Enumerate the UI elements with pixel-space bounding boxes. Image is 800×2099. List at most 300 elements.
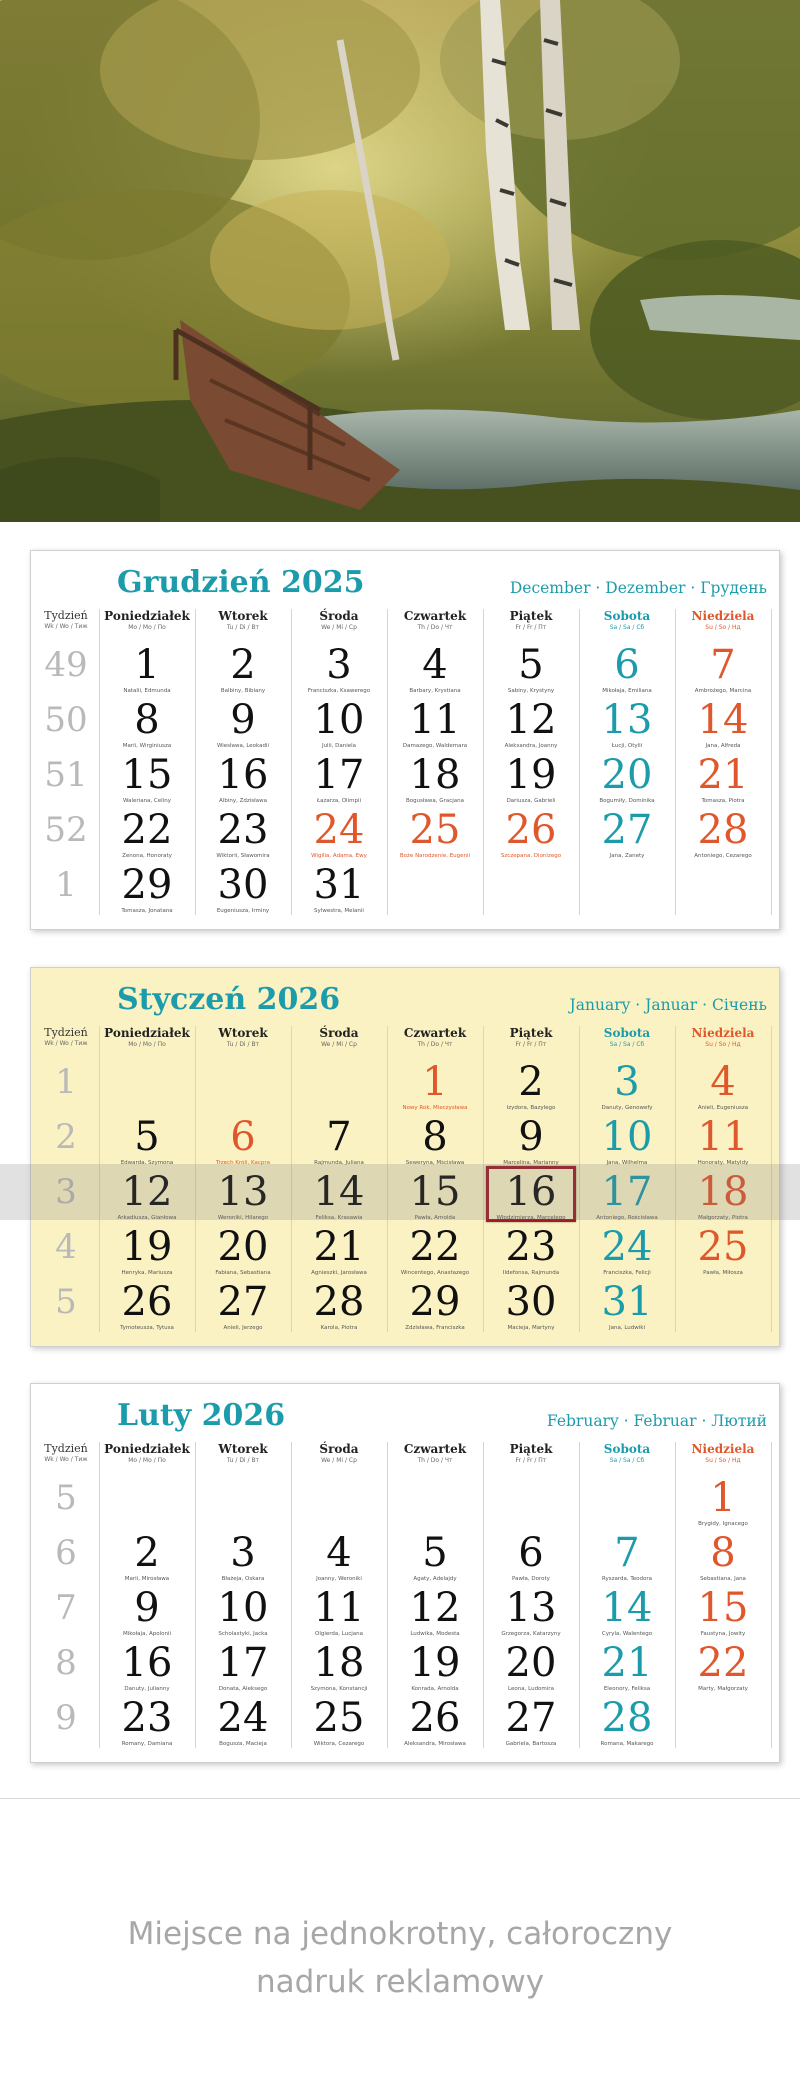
day-cell[interactable]	[387, 753, 483, 809]
day-cell[interactable]	[291, 643, 387, 699]
day-number: 17	[601, 1169, 653, 1215]
day-header-name: Wtorek	[218, 1026, 268, 1040]
day-cell[interactable]	[291, 1115, 387, 1171]
day-cell[interactable]	[195, 1115, 291, 1171]
nameday-text: Jana, Żanety	[609, 853, 645, 859]
nameday-text: Marty, Małgorzaty	[698, 1686, 748, 1692]
day-cell[interactable]	[291, 1531, 387, 1587]
day-header-abbr: Th / Do / Чт	[417, 1457, 453, 1464]
nameday-text: Barbary, Krystiana	[409, 688, 461, 694]
day-number: 13	[505, 1585, 557, 1631]
day-header-abbr: Sa / Sa / Сб	[609, 1457, 645, 1464]
day-cell[interactable]	[99, 1696, 195, 1752]
nameday-text: Honoraty, Matyldy	[697, 1160, 749, 1166]
day-header-name: Środa	[319, 1442, 359, 1456]
nameday-text: Walerianа, Celiny	[123, 798, 171, 804]
day-cell[interactable]	[675, 698, 771, 754]
day-header-name: Środa	[319, 609, 359, 623]
nameday-text: Karola, Piotra	[320, 1325, 358, 1331]
day-cell[interactable]	[99, 1280, 195, 1336]
day-header-4	[387, 1442, 483, 1464]
day-number: 28	[601, 1695, 653, 1741]
day-cell[interactable]	[99, 1225, 195, 1281]
nameday-text: Natalii, Edmunda	[123, 688, 171, 694]
day-cell[interactable]	[99, 698, 195, 754]
day-cell[interactable]	[675, 1476, 771, 1532]
nameday-text: Wiktora, Cezarego	[313, 1741, 365, 1747]
day-cell[interactable]	[483, 1225, 579, 1281]
nameday-text: Ambrożego, Marcina	[694, 688, 752, 694]
nameday-text: Scholastyki, Jacka	[218, 1631, 268, 1637]
nameday-text: Balbiny, Bibiany	[220, 688, 266, 694]
day-cell[interactable]	[291, 808, 387, 864]
week-number: 50	[44, 700, 88, 740]
day-number: 4	[710, 1059, 736, 1105]
day-cell[interactable]	[291, 753, 387, 809]
day-number: 24	[313, 807, 365, 853]
day-number: 23	[505, 1224, 557, 1270]
week-number: 2	[55, 1117, 77, 1157]
nameday-text: Mikołaja, Emiliana	[602, 688, 652, 694]
day-number: 4	[422, 642, 448, 688]
day-header-abbr: Mo / Mo / По	[128, 624, 166, 631]
day-header-6	[579, 609, 675, 631]
nameday-text: Pawła, Doroty	[512, 1576, 550, 1582]
nameday-text: Bogumiły, Dominika	[599, 798, 655, 804]
day-number: 11	[697, 1114, 749, 1160]
nameday-text: Wincentego, Anastazego	[400, 1270, 470, 1276]
day-header-2	[195, 1026, 291, 1048]
day-cell[interactable]	[579, 643, 675, 699]
day-cell[interactable]	[483, 1586, 579, 1642]
week-header-abbr: Wk / Wo / Тиж	[44, 1456, 88, 1463]
day-header-abbr: Su / So / Нд	[705, 1457, 741, 1464]
day-number: 18	[409, 752, 461, 798]
day-header-5	[483, 1026, 579, 1048]
nameday-text: Grzegorza, Katarzyny	[501, 1631, 561, 1637]
day-number: 20	[505, 1640, 557, 1686]
nameday-text: Rajmunda, Juliana	[314, 1160, 364, 1166]
day-header-abbr: Th / Do / Чт	[417, 1041, 453, 1048]
day-header-4	[387, 609, 483, 631]
day-cell[interactable]	[675, 643, 771, 699]
day-cell[interactable]	[579, 698, 675, 754]
nameday-text: Ludwika, Modesta	[410, 1631, 460, 1637]
day-cell[interactable]	[195, 1225, 291, 1281]
week-header-label: Tydzień	[44, 1026, 88, 1039]
day-header-4	[387, 1026, 483, 1048]
nameday-text: Donata, Aleksego	[218, 1686, 268, 1692]
day-number: 9	[230, 697, 256, 743]
day-cell[interactable]	[483, 1060, 579, 1116]
day-cell[interactable]	[99, 1170, 195, 1226]
nameday-text: Marii, Wirginiusza	[122, 743, 172, 749]
day-header-abbr: Fr / Fr / Пт	[515, 1041, 547, 1048]
day-number: 16	[217, 752, 269, 798]
month-title: Styczeń 2026	[117, 982, 341, 1017]
day-number: 17	[313, 752, 365, 798]
week-number: 5	[55, 1282, 77, 1322]
day-number: 27	[601, 807, 653, 853]
day-cell[interactable]	[579, 1170, 675, 1226]
day-cell[interactable]	[195, 698, 291, 754]
day-number: 8	[134, 697, 160, 743]
day-number: 18	[697, 1169, 749, 1215]
day-number: 19	[121, 1224, 173, 1270]
day-cell[interactable]	[483, 1641, 579, 1697]
nameday-text: Jana, Wilhelma	[606, 1160, 648, 1166]
day-cell[interactable]	[675, 1225, 771, 1281]
day-number: 3	[326, 642, 352, 688]
day-number: 12	[505, 697, 557, 743]
day-cell[interactable]	[291, 1280, 387, 1336]
day-header-name: Sobota	[603, 1026, 651, 1040]
day-cell[interactable]	[291, 698, 387, 754]
day-cell[interactable]	[99, 1641, 195, 1697]
day-header-name: Czwartek	[403, 609, 467, 623]
nameday-text: Boże Narodzenie, Eugenii	[399, 853, 471, 859]
day-header-abbr: Tu / Di / Вт	[226, 1041, 260, 1048]
day-cell[interactable]	[579, 1225, 675, 1281]
nameday-text: Agaty, Adelajdy	[413, 1576, 457, 1582]
week-number: 52	[44, 810, 88, 850]
week-number: 7	[55, 1588, 77, 1628]
day-number: 14	[697, 697, 749, 743]
month-december-2025	[30, 550, 780, 930]
nameday-text: Tomasza, Piotra	[701, 798, 745, 804]
day-cell[interactable]	[483, 643, 579, 699]
day-number: 25	[313, 1695, 365, 1741]
day-number: 10	[601, 1114, 653, 1160]
day-number: 8	[422, 1114, 448, 1160]
day-header-name: Poniedziałek	[104, 609, 190, 623]
nameday-text: Bogusława, Gracjana	[406, 798, 464, 804]
day-cell[interactable]	[195, 1586, 291, 1642]
day-cell[interactable]	[387, 1115, 483, 1171]
day-cell[interactable]	[387, 808, 483, 864]
day-cell[interactable]	[483, 808, 579, 864]
day-header-1	[99, 1026, 195, 1048]
day-cell[interactable]	[579, 1531, 675, 1587]
month-february-2026	[30, 1383, 780, 1763]
day-number: 16	[505, 1169, 557, 1215]
day-cell[interactable]	[579, 808, 675, 864]
day-cell[interactable]	[195, 753, 291, 809]
day-number: 25	[697, 1224, 749, 1270]
day-cell[interactable]	[99, 643, 195, 699]
nameday-text: Gabriela, Bartosza	[505, 1741, 557, 1747]
day-number: 5	[134, 1114, 160, 1160]
day-cell[interactable]	[579, 1115, 675, 1171]
week-number: 51	[44, 755, 88, 795]
day-number: 2	[230, 642, 256, 688]
nameday-text: Trzech Króli, Kacpra	[215, 1160, 271, 1166]
week-number: 6	[55, 1533, 77, 1573]
day-number: 19	[505, 752, 557, 798]
nameday-text: Antoniego, Cezarego	[694, 853, 752, 859]
day-cell[interactable]	[291, 1170, 387, 1226]
nameday-text: Włodzimierza, Marcelego	[496, 1215, 566, 1221]
day-number: 13	[217, 1169, 269, 1215]
nameday-text: Wiktorii, Sławomira	[216, 853, 270, 859]
day-number: 7	[614, 1530, 640, 1576]
day-header-name: Wtorek	[218, 1442, 268, 1456]
day-number: 6	[518, 1530, 544, 1576]
day-number: 11	[313, 1585, 365, 1631]
day-cell[interactable]	[99, 1531, 195, 1587]
nameday-text: Edwarda, Szymona	[120, 1160, 174, 1166]
day-header-3	[291, 609, 387, 631]
week-number: 8	[55, 1643, 77, 1683]
day-header-name: Niedziela	[691, 1026, 755, 1040]
nameday-text: Szczepana, Dionizego	[500, 853, 562, 859]
nameday-text: Sylwestra, Melanii	[314, 908, 364, 914]
nameday-text: Łucji, Otylii	[611, 743, 643, 749]
column-separator	[771, 1026, 772, 1332]
day-header-abbr: Sa / Sa / Сб	[609, 624, 645, 631]
day-header-name: Sobota	[603, 609, 651, 623]
day-number: 21	[313, 1224, 365, 1270]
day-number: 17	[217, 1640, 269, 1686]
day-number: 31	[313, 862, 365, 908]
day-cell[interactable]	[291, 1225, 387, 1281]
nameday-text: Seweryna, Mścisława	[405, 1160, 465, 1166]
day-cell[interactable]	[99, 1586, 195, 1642]
day-cell[interactable]	[99, 808, 195, 864]
day-number: 15	[697, 1585, 749, 1631]
nameday-text: Tomasza, Jonatana	[121, 908, 173, 914]
day-number: 21	[601, 1640, 653, 1686]
day-header-name: Sobota	[603, 1442, 651, 1456]
nameday-text: Pawła, Arnolda	[414, 1215, 456, 1221]
day-number: 13	[601, 697, 653, 743]
day-number: 10	[217, 1585, 269, 1631]
day-header-1	[99, 609, 195, 631]
nameday-text: Zenona, Honoraty	[122, 853, 172, 859]
day-number: 27	[217, 1279, 269, 1325]
day-cell[interactable]	[387, 698, 483, 754]
advertising-space-text	[0, 1910, 800, 2006]
painting-svg	[0, 0, 800, 522]
day-cell[interactable]	[99, 753, 195, 809]
day-header-name: Poniedziałek	[104, 1442, 190, 1456]
day-header-6	[579, 1026, 675, 1048]
nameday-text: Łazarza, Olimpii	[316, 798, 362, 804]
landscape-painting	[0, 0, 800, 522]
current-day-marker	[486, 1166, 576, 1222]
day-cell[interactable]	[675, 1531, 771, 1587]
day-cell[interactable]	[675, 1170, 771, 1226]
day-cell[interactable]	[483, 753, 579, 809]
day-number: 8	[710, 1530, 736, 1576]
day-cell[interactable]	[579, 1060, 675, 1116]
nameday-text: Ryszarda, Teodora	[601, 1576, 653, 1582]
nameday-text: Julii, Daniela	[321, 743, 357, 749]
day-number: 26	[505, 807, 557, 853]
day-number: 16	[121, 1640, 173, 1686]
day-header-abbr: Sa / Sa / Сб	[609, 1041, 645, 1048]
day-number: 23	[121, 1695, 173, 1741]
day-cell[interactable]	[195, 1280, 291, 1336]
nameday-text: Franciszka, Ksawerego	[307, 688, 371, 694]
day-number: 15	[409, 1169, 461, 1215]
day-number: 28	[697, 807, 749, 853]
day-cell[interactable]	[483, 1696, 579, 1752]
nameday-text: Leona, Ludomira	[508, 1686, 554, 1692]
nameday-text: Jana, Ludwiki	[608, 1325, 646, 1331]
day-header-7	[675, 1442, 771, 1464]
day-cell[interactable]	[483, 1280, 579, 1336]
day-cell[interactable]	[387, 1641, 483, 1697]
day-header-7	[675, 1026, 771, 1048]
nameday-text: Romany, Damiana	[121, 1741, 173, 1747]
day-header-7	[675, 609, 771, 631]
nameday-text: Fabiana, Sebastiana	[215, 1270, 271, 1276]
week-number: 1	[55, 865, 77, 905]
day-cell[interactable]	[675, 808, 771, 864]
day-cell[interactable]	[195, 1696, 291, 1752]
nameday-text: Romana, Makarego	[600, 1741, 654, 1747]
day-cell[interactable]	[195, 1641, 291, 1697]
day-number: 29	[121, 862, 173, 908]
day-cell[interactable]	[291, 1641, 387, 1697]
nameday-text: Eugeniusza, Irminy	[216, 908, 270, 914]
day-number: 2	[518, 1059, 544, 1105]
day-cell[interactable]	[483, 1531, 579, 1587]
day-cell[interactable]	[99, 1115, 195, 1171]
nameday-text: Damazego, Waldemara	[402, 743, 468, 749]
week-header	[35, 609, 97, 630]
day-cell[interactable]	[291, 863, 387, 919]
day-header-abbr: Tu / Di / Вт	[226, 624, 260, 631]
month-subtitle: December · Dezember · Грудень	[509, 579, 767, 597]
nameday-text: Aleksandra, Joanny	[504, 743, 558, 749]
day-cell[interactable]	[579, 753, 675, 809]
nameday-text: Danuty, Julianny	[124, 1686, 170, 1692]
day-header-name: Poniedziałek	[104, 1026, 190, 1040]
month-title: Luty 2026	[117, 1398, 286, 1433]
day-cell[interactable]	[195, 1170, 291, 1226]
day-header-name: Piątek	[509, 1026, 553, 1040]
nameday-text: Danuty, Genowefy	[601, 1105, 653, 1111]
nameday-text: Weroniki, Hilarego	[217, 1215, 269, 1221]
day-cell[interactable]	[675, 1115, 771, 1171]
day-header-name: Piątek	[509, 1442, 553, 1456]
day-cell[interactable]	[195, 643, 291, 699]
nameday-text: Agnieszki, Jarosława	[311, 1270, 367, 1276]
week-header-label: Tydzień	[44, 1442, 88, 1455]
nameday-text: Eleonory, Feliksa	[603, 1686, 651, 1692]
day-number: 3	[230, 1530, 256, 1576]
column-separator	[771, 1442, 772, 1748]
nameday-text: Franciszka, Felicji	[603, 1270, 651, 1276]
day-header-name: Czwartek	[403, 1442, 467, 1456]
day-cell[interactable]	[483, 698, 579, 754]
day-number: 23	[217, 807, 269, 853]
day-number: 20	[601, 752, 653, 798]
day-cell[interactable]	[195, 863, 291, 919]
day-cell[interactable]	[99, 863, 195, 919]
day-cell[interactable]	[387, 643, 483, 699]
day-cell[interactable]	[387, 1531, 483, 1587]
day-cell[interactable]	[675, 1060, 771, 1116]
nameday-text: Aleksandra, Mirosława	[404, 1741, 466, 1747]
week-header	[35, 1442, 97, 1463]
nameday-text: Sabiny, Krystyny	[507, 688, 555, 694]
week-number: 49	[44, 645, 88, 685]
day-cell[interactable]	[387, 1060, 483, 1116]
day-number: 18	[313, 1640, 365, 1686]
day-number: 6	[614, 642, 640, 688]
day-number: 5	[518, 642, 544, 688]
day-cell[interactable]	[195, 1531, 291, 1587]
nameday-text: Mikołaja, Apolonii	[122, 1631, 171, 1637]
ad-text-line-2: nadruk reklamowy	[255, 1964, 545, 2000]
week-number: 1	[55, 1062, 77, 1102]
day-cell[interactable]	[387, 1170, 483, 1226]
day-cell[interactable]	[387, 1696, 483, 1752]
day-number: 24	[217, 1695, 269, 1741]
nameday-text: Bogusza, Macieja	[219, 1741, 267, 1747]
nameday-text: Arkadiusza, Gianłowa	[117, 1215, 177, 1221]
month-subtitle: February · Februar · Лютий	[546, 1412, 767, 1430]
day-cell[interactable]	[579, 1280, 675, 1336]
day-cell[interactable]	[195, 808, 291, 864]
day-number: 11	[409, 697, 461, 743]
month-subtitle: January · Januar · Січень	[569, 996, 767, 1014]
nameday-text: Marcelina, Marianny	[503, 1160, 559, 1166]
day-header-abbr: Fr / Fr / Пт	[515, 624, 547, 631]
day-cell[interactable]	[291, 1696, 387, 1752]
nameday-text: Pawła, Miłosza	[703, 1270, 743, 1276]
day-cell[interactable]	[675, 1641, 771, 1697]
nameday-text: Brygidy, Ignacego	[698, 1521, 748, 1527]
day-number: 27	[505, 1695, 557, 1741]
nameday-text: Joanny, Weroniki	[316, 1576, 362, 1582]
day-cell[interactable]	[387, 1586, 483, 1642]
day-number: 1	[134, 642, 160, 688]
day-number: 22	[697, 1640, 749, 1686]
day-header-abbr: Su / So / Нд	[705, 624, 741, 631]
day-header-3	[291, 1442, 387, 1464]
day-number: 30	[217, 862, 269, 908]
day-number: 19	[409, 1640, 461, 1686]
nameday-text: Izydora, Bazylego	[506, 1105, 556, 1111]
day-cell[interactable]	[579, 1641, 675, 1697]
day-header-name: Piątek	[509, 609, 553, 623]
day-header-abbr: Mo / Mo / По	[128, 1457, 166, 1464]
day-header-name: Niedziela	[691, 1442, 755, 1456]
day-cell[interactable]	[579, 1586, 675, 1642]
nameday-text: Anieli, Eugeniusza	[697, 1105, 749, 1111]
day-header-abbr: Fr / Fr / Пт	[515, 1457, 547, 1464]
nameday-text: Błażeja, Oskara	[221, 1576, 265, 1582]
day-cell[interactable]	[387, 1225, 483, 1281]
day-cell[interactable]	[579, 1696, 675, 1752]
day-header-abbr: Su / So / Нд	[705, 1041, 741, 1048]
day-cell[interactable]	[675, 753, 771, 809]
week-header-abbr: Wk / Wo / Тиж	[44, 623, 88, 630]
day-cell[interactable]	[483, 1115, 579, 1171]
day-cell[interactable]	[291, 1586, 387, 1642]
day-cell[interactable]	[675, 1586, 771, 1642]
day-header-name: Wtorek	[218, 609, 268, 623]
column-separator	[771, 609, 772, 915]
day-number: 22	[409, 1224, 461, 1270]
ad-divider	[0, 1798, 800, 1799]
day-cell[interactable]	[387, 1280, 483, 1336]
day-number: 21	[697, 752, 749, 798]
